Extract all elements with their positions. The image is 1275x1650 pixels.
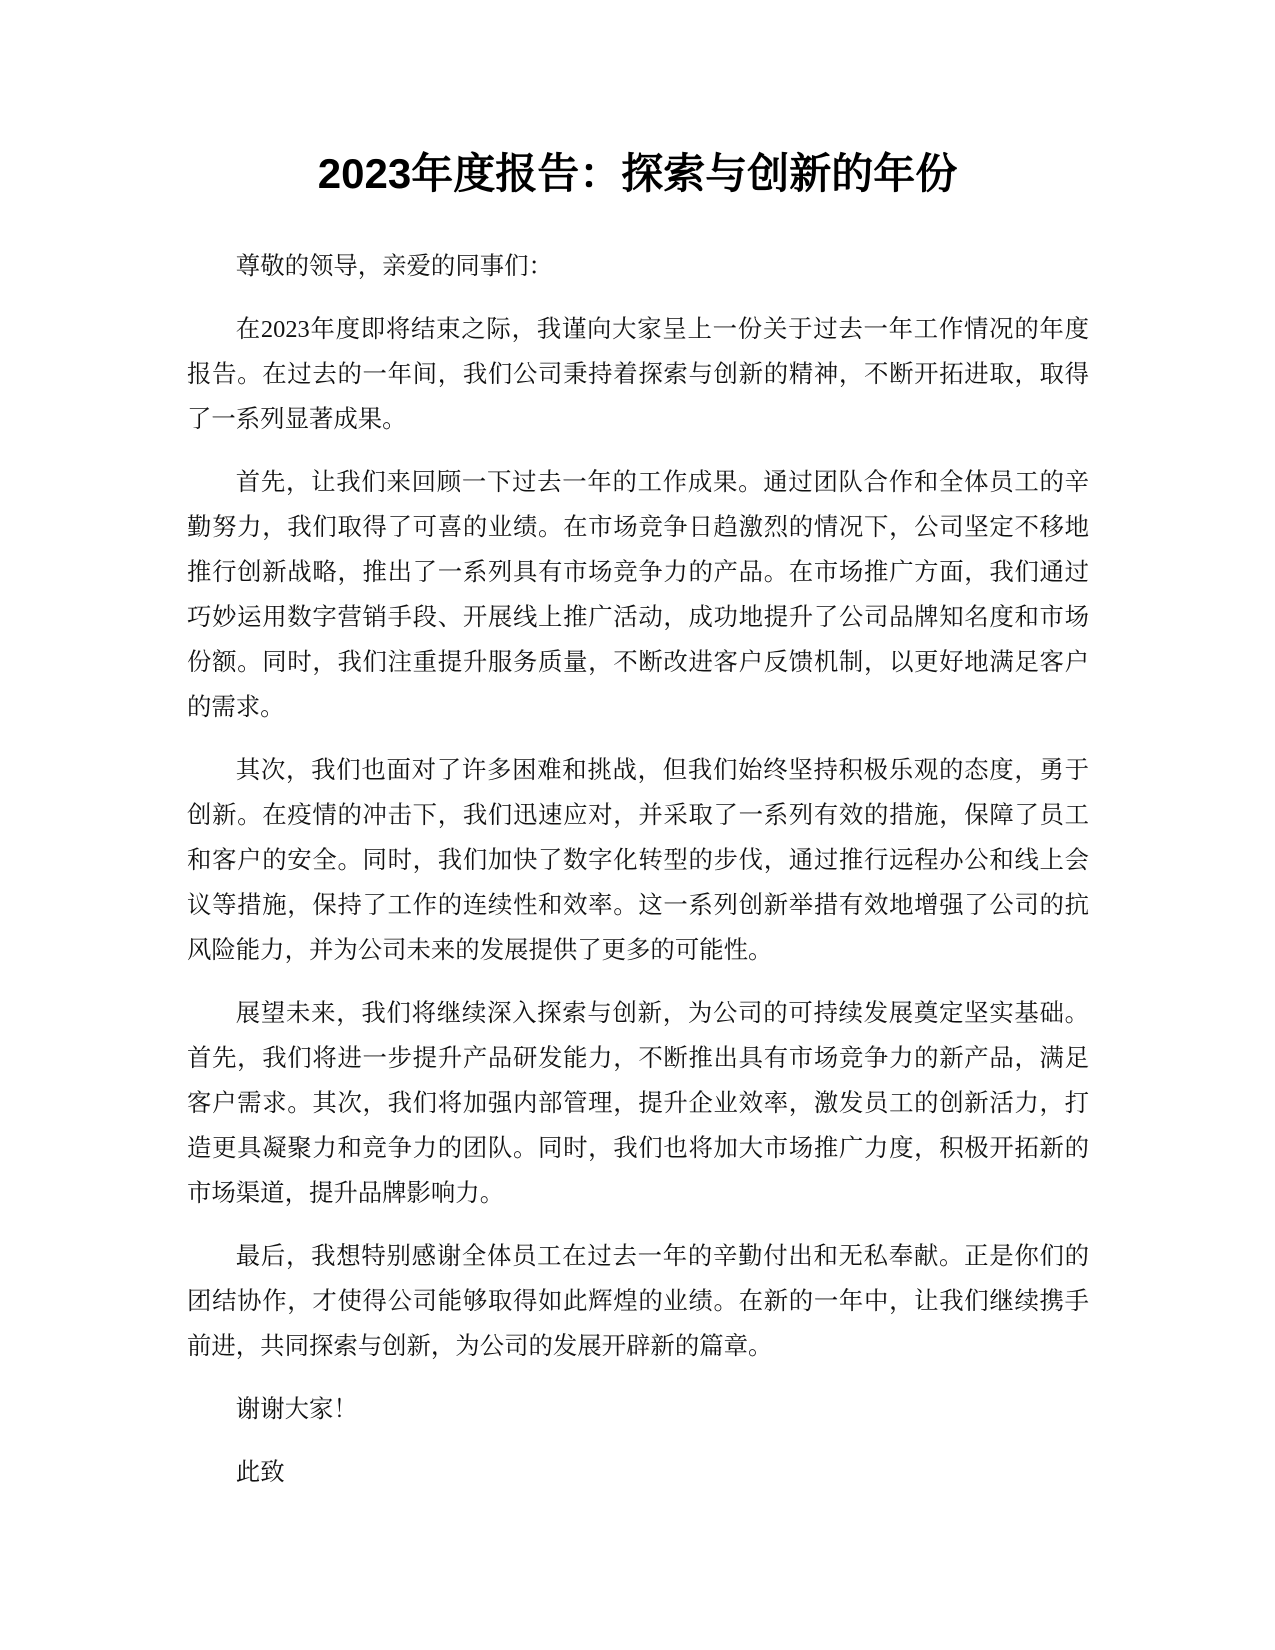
- salutation: 尊敬的领导，亲爱的同事们：: [235, 253, 553, 280]
- closing-thanks: 谢谢大家！: [235, 1396, 358, 1423]
- document-title: 2023年度报告：探索与创新的年份: [317, 150, 958, 197]
- document-body: [187, 244, 1089, 1513]
- achievements-paragraph: 首先，让我们来回顾一下过去一年的工作成果。通过团队合作和全体员工的辛勤努力，我们取得了可喜的业绩。在市场竞争日趋激烈的情况下，公司坚定不移地推行创新战略，推出了一系列具有市场竞争力的产品。在市场推广方面，我们通过巧妙运用数字营销手段、开展线上推广活动，成功地提升了公司品牌知名度和市场份额。同时，我们注重提升服务质量，不断改进客户反馈机制，以更好地满足客户的需求。: [187, 469, 1089, 721]
- intro-paragraph: 在2023年度即将结束之际，我谨向大家呈上一份关于过去一年工作情况的年度报告。在过去的一年间，我们公司秉持着探索与创新的精神，不断开拓进取，取得了一系列显著成果。: [187, 316, 1089, 433]
- challenges-paragraph: 其次，我们也面对了许多困难和挑战，但我们始终坚持积极乐观的态度，勇于创新。在疫情的冲击下，我们迅速应对，并采取了一系列有效的措施，保障了员工和客户的安全。同时，我们加快了数字化转型的步伐，通过推行远程办公和线上会议等措施，保持了工作的连续性和效率。这一系列创新举措有效地增强了公司的抗风险能力，并为公司未来的发展提供了更多的可能性。: [187, 757, 1089, 964]
- outlook-paragraph: 展望未来，我们将继续深入探索与创新，为公司的可持续发展奠定坚实基础。首先，我们将进一步提升产品研发能力，不断推出具有市场竞争力的新产品，满足客户需求。其次，我们将加强内部管理，提升企业效率，激发员工的创新活力，打造更具凝聚力和竞争力的团队。同时，我们也将加大市场推广力度，积极开拓新的市场渠道，提升品牌影响力。: [187, 1000, 1089, 1207]
- closing-regards: 此致: [235, 1459, 285, 1486]
- thanks-paragraph: 最后，我想特别感谢全体员工在过去一年的辛勤付出和无私奉献。正是你们的团结协作，才使得公司能够取得如此辉煌的业绩。在新的一年中，让我们继续携手前进，共同探索与创新，为公司的发展开辟新的篇章。: [187, 1243, 1089, 1360]
